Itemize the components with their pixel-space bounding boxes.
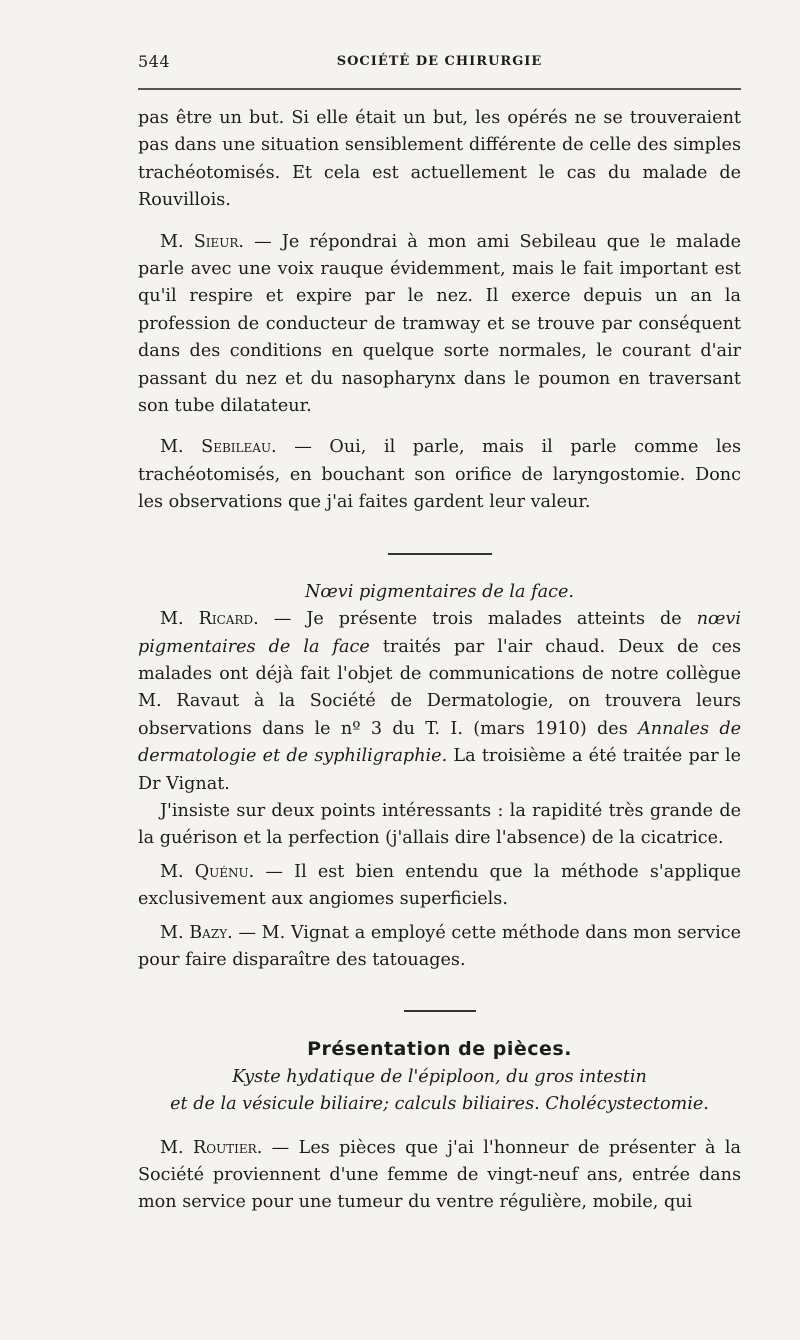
speaker-quenu: M. Quénu. (160, 861, 255, 882)
paragraph-sebileau (138, 434, 741, 516)
section-divider (388, 553, 492, 555)
paragraph-continuation: pas être un but. Si elle était un but, les opérés ne se trouveraient pas dans une situation sensiblement différente de celle des simples trachéotomisés. Et cela est actuellement le cas du malade de Rouvillois. (138, 108, 741, 211)
paragraph-ricard-text-c: La troisième a été traitée par le Dr Vignat. (138, 746, 741, 794)
paragraph-quenu (138, 859, 741, 914)
section-heading-pieces: Présentation de pièces. (307, 1038, 572, 1061)
section-subtitle-line-2: et de la vésicule biliaire; calculs biliaires. Cholécystectomie. (170, 1094, 709, 1115)
section-subtitle (138, 1064, 741, 1119)
section-divider (404, 1010, 476, 1012)
paragraph-sieur-text: — Je répondrai à mon ami Sebileau que le malade parle avec une voix rauque évidemment, mais le fait important est qu'il respire et expire par le nez. Il exerce depuis un an la profession de conducteur de tramway et se trouve par conséquent dans des conditions en quelque sorte normales, le courant d'air passant du nez et du nasopharynx dans le poumon en traversant son tube dilatateur. (138, 231, 741, 417)
paragraph-insiste: J'insiste sur deux points intéressants : la rapidité très grande de la guérison et la perfection (j'allais dire l'absence) de la cicatrice. (138, 800, 741, 849)
speaker-bazy: M. Bazy. (160, 922, 233, 943)
section-subtitle-line-1: Kyste hydatique de l'épiploon, du gros intestin (232, 1066, 647, 1087)
paragraph-ricard-italic-1: nœvi pigmentaires de la face (138, 609, 741, 657)
speaker-sebileau: M. Sebileau. (160, 437, 277, 458)
section-title-naevi: Nœvi pigmentaires de la face. (305, 581, 574, 602)
header-rule (138, 88, 741, 90)
running-head (138, 52, 741, 74)
speaker-sieur: M. Sieur. (160, 231, 245, 252)
running-title: SOCIÉTÉ DE CHIRURGIE (336, 54, 543, 69)
paragraph-sieur (138, 229, 741, 421)
body-text (138, 105, 741, 1217)
paragraph-ricard (138, 606, 741, 798)
paragraph-bazy-text: — M. Vignat a employé cette méthode dans mon service pour faire disparaître des tatouages. (138, 922, 742, 970)
paragraph-quenu-text: — Il est bien entendu que la méthode s'applique exclusivement aux angiomes superficiels. (138, 861, 741, 910)
page-number: 544 (138, 52, 171, 71)
paragraph-ricard-text-b: traités par l'air chaud. Deux de ces malades ont déjà fait l'objet de communications de notre collègue M. Ravaut à la Société de Dermatologie, on trouvera leurs observations dans le nº 3 du T. I. (mars 1910) des (138, 636, 741, 739)
paragraph-routier-text: — Les pièces que j'ai l'honneur de présenter à la Société proviennent d'une femme de vingt-neuf ans, entrée dans mon service pour une tumeur du ventre régulière, mobile, qui (138, 1137, 741, 1213)
speaker-routier: M. Routier. (160, 1137, 263, 1158)
speaker-ricard: M. Ricard. (160, 609, 259, 630)
paragraph-bazy (138, 920, 741, 975)
paragraph-routier (138, 1135, 741, 1217)
paragraph-ricard-italic-2: Annales de dermatologie et de syphiligraphie. (138, 718, 741, 767)
paragraph-sebileau-text: — Oui, il parle, mais il parle comme les trachéotomisés, en bouchant son orifice de laryngostomie. Donc les observations que j'ai faites gardent leur valeur. (138, 437, 741, 513)
paragraph-ricard-text-a: — Je présente trois malades atteints de (258, 609, 697, 630)
